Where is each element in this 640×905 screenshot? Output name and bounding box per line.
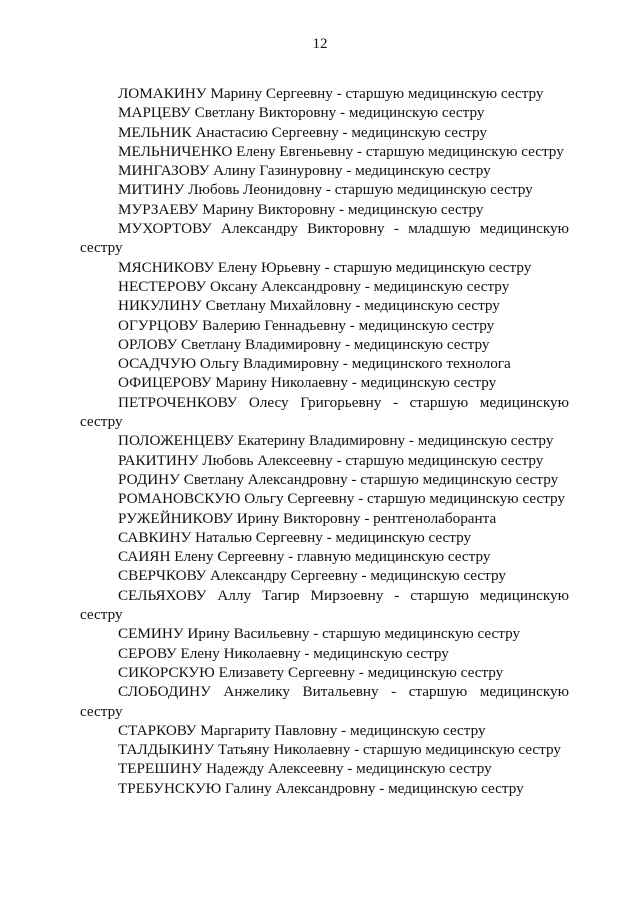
- list-item: СЕМИНУ Ирину Васильевну - старшую медицинскую сестру: [118, 625, 521, 643]
- list-item: МЕЛЬНИК Анастасию Сергеевну - медицинскую сестру: [118, 123, 487, 141]
- list-item: ТРЕБУНСКУЮ Галину Александровну - медицинскую сестру: [118, 779, 524, 797]
- list-item: СВЕРЧКОВУ Александру Сергеевну - медицинскую сестру: [118, 567, 506, 585]
- list-item: РУЖЕЙНИКОВУ Ирину Викторовну - рентгенолаборанта: [118, 509, 497, 527]
- list-item: МИТИНУ Любовь Леонидовну - старшую медицинскую сестру: [118, 181, 533, 199]
- list-item: РОМАНОВСКУЮ Ольгу Сергеевну - старшую медицинскую сестру: [118, 490, 566, 508]
- page-number: 12: [312, 36, 328, 52]
- list-item: ОФИЦЕРОВУ Марину Николаевну - медицинскую сестру: [118, 374, 497, 392]
- list-item: МИНГАЗОВУ Алину Газинуровну - медицинскую сестру: [118, 162, 491, 180]
- list-item: МУХОРТОВУ Александру Викторовну - младшую медицинскую сестру: [80, 220, 569, 257]
- list-item: ПОЛОЖЕНЦЕВУ Екатерину Владимировну - медицинскую сестру: [118, 432, 554, 450]
- list-item: ОСАДЧУЮ Ольгу Владимировну - медицинского технолога: [118, 355, 511, 373]
- list-item: РОДИНУ Светлану Александровну - старшую медицинскую сестру: [118, 470, 559, 488]
- list-item: САИЯН Елену Сергеевну - главную медицинскую сестру: [118, 548, 491, 566]
- list-item: СЕРОВУ Елену Николаевну - медицинскую сестру: [118, 644, 449, 662]
- list-item: СЛОБОДИНУ Анжелику Витальевну - старшую медицинскую сестру: [80, 683, 569, 720]
- list-item: ТАЛДЫКИНУ Татьяну Николаевну - старшую медицинскую сестру: [118, 741, 561, 759]
- list-item: НИКУЛИНУ Светлану Михайловну - медицинскую сестру: [118, 297, 500, 315]
- list-item: ТЕРЕШИНУ Надежду Алексеевну - медицинскую сестру: [118, 760, 492, 778]
- list-item: СИКОРСКУЮ Елизавету Сергеевну - медицинскую сестру: [118, 663, 504, 681]
- list-item: МЯСНИКОВУ Елену Юрьевну - старшую медицинскую сестру: [118, 258, 532, 276]
- appointment-list: [80, 84, 569, 798]
- list-item: ПЕТРОЧЕНКОВУ Олесу Григорьевну - старшую медицинскую сестру: [80, 393, 569, 431]
- list-item: САВКИНУ Наталью Сергеевну - медицинскую сестру: [118, 528, 472, 546]
- list-item: РАКИТИНУ Любовь Алексеевну - старшую медицинскую сестру: [118, 451, 544, 469]
- list-item: СТАРКОВУ Маргариту Павловну - медицинскую сестру: [118, 721, 486, 739]
- list-item: МЕЛЬНИЧЕНКО Елену Евгеньевну - старшую медицинскую сестру: [118, 142, 564, 160]
- list-item: МУРЗАЕВУ Марину Викторовну - медицинскую сестру: [118, 200, 484, 218]
- list-item: ОГУРЦОВУ Валерию Геннадьевну - медицинскую сестру: [118, 316, 495, 334]
- list-item: ЛОМАКИНУ Марину Сергеевну - старшую медицинскую сестру: [118, 85, 544, 102]
- list-item: ОРЛОВУ Светлану Владимировну - медицинскую сестру: [118, 335, 490, 353]
- list-item: НЕСТЕРОВУ Оксану Александровну - медицинскую сестру: [118, 277, 510, 295]
- list-item: СЕЛЬЯХОВУ Аллу Тагир Мирзоевну - старшую медицинскую сестру: [80, 586, 569, 624]
- list-item: МАРЦЕВУ Светлану Викторовну - медицинскую сестру: [118, 104, 485, 122]
